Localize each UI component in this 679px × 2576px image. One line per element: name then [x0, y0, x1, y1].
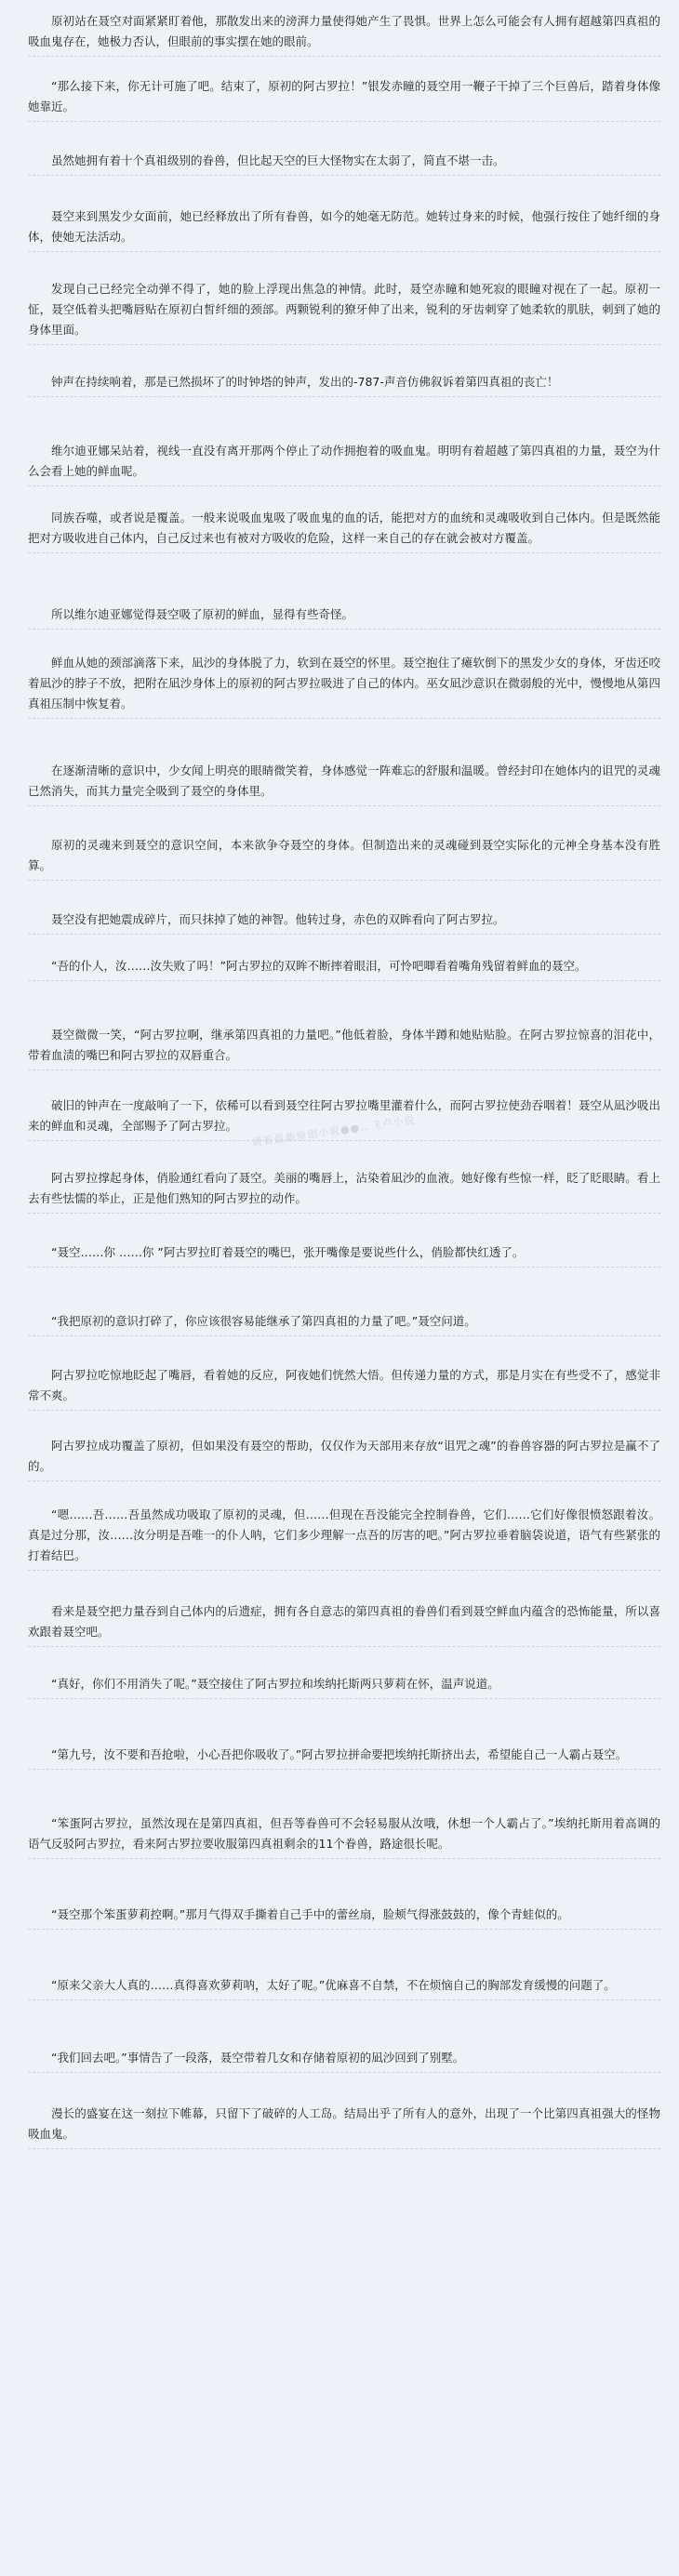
paragraph: 破旧的钟声在一度敲响了一下，依稀可以看到聂空往阿古罗拉嘴里灌着什么，而阿古罗拉使劲吞咽着！聂空从凪沙吸出来的鲜血和灵魂，全部赐予了阿古罗拉。	[28, 1095, 660, 1141]
paragraph: 阿古罗拉撑起身体，俏脸通红看向了聂空。美丽的嘴唇上，沾染着凪沙的血液。她好像有些惊一样，眨了眨眼睛。看上去有些怯懦的举止，正是他们熟知的阿古罗拉的动作。	[28, 1168, 660, 1214]
paragraph: “真好，你们不用消失了呢。”聂空接住了阿古罗拉和埃纳托斯两只萝莉在怀，温声说道。	[28, 1674, 660, 1699]
paragraph: 聂空没有把她震成碎片，而只抹掉了她的神智。他转过身，赤色的双眸看向了阿古罗拉。	[28, 910, 660, 935]
paragraph: 阿古罗拉成功覆盖了原初，但如果没有聂空的帮助，仅仅作为天部用来存放“诅咒之魂”的眷兽容器的阿古罗拉是赢不了的。	[28, 1436, 660, 1481]
paragraph: “聂空那个笨蛋萝莉控啊。”那月气得双手撕着自己手中的蕾丝扇，脸颊气得涨鼓鼓的，像个青蛙似的。	[28, 1905, 660, 1930]
watermark: 请看最新原创小说●●…飞卢小说	[251, 1113, 417, 1149]
paragraph: “笨蛋阿古罗拉，虽然汝现在是第四真祖，但吾等眷兽可不会轻易服从汝哦，休想一个人霸占了。”埃纳托斯用着高调的语气反驳阿古罗拉，看来阿古罗拉要收服第四真祖剩余的11个眷兽，路途很长呢。	[28, 1813, 660, 1859]
paragraph: 在逐渐清晰的意识中，少女闻上明亮的眼睛微笑着，身体感觉一阵难忘的舒服和温暖。曾经封印在她体内的诅咒的灵魂已然消失，而其力量完全吸到了聂空的身体里。	[28, 761, 660, 806]
paragraph: 原初站在聂空对面紧紧盯着他，那散发出来的滂湃力量使得她产生了畏惧。世界上怎么可能会有人拥有超越第四真祖的吸血鬼存在，她极力否认，但眼前的事实摆在她的眼前。	[28, 11, 660, 57]
paragraph: “原来父亲大人真的……真得喜欢萝莉呐，太好了呢。”优麻喜不自禁，不在烦恼自己的胸部发育缓慢的问题了。	[28, 1975, 660, 2000]
paragraph: “我们回去吧。”事情告了一段落，聂空带着几女和存储着原初的凪沙回到了别墅。	[28, 2048, 660, 2073]
paragraph: 钟声在持续响着，那是已然损坏了的时钟塔的钟声，发出的-787-声音仿佛叙诉着第四真祖的丧亡！	[28, 372, 660, 397]
paragraph: 发现自己已经完全动弹不得了，她的脸上浮现出焦急的神情。此时，聂空赤瞳和她死寂的眼瞳对视在了一起。原初一怔，聂空低着头把嘴唇贴在原初白皙纤细的颈部。两颗锐利的獠牙伸了出来，锐利的牙齿刺穿了她柔软的肌肤，刺到了她的身体里面。	[28, 279, 660, 345]
paragraph: 看来是聂空把力量吞到自己体内的后遗症，拥有各自意志的第四真祖的眷兽们看到聂空鲜血内蕴含的恐怖能量，所以喜欢跟着聂空吧。	[28, 1601, 660, 1647]
paragraph: 虽然她拥有着十个真祖级别的眷兽，但比起天空的巨大怪物实在太弱了，简直不堪一击。	[28, 151, 660, 176]
paragraph: 所以维尔迪亚娜觉得聂空吸了原初的鲜血，显得有些奇怪。	[28, 604, 660, 630]
paragraph: 鲜血从她的颈部滴落下来，凪沙的身体脱了力，软到在聂空的怀里。聂空抱住了瘫软倒下的黑发少女的身体，牙齿还咬着凪沙的脖子不放，把附在凪沙身体上的原初的阿古罗拉吸进了自己的体内。巫女凪沙意识在微弱般的光中，慢慢地从第四真祖压制中恢复着。	[28, 653, 660, 719]
paragraph: 漫长的盛宴在这一刻拉下帷幕，只留下了破碎的人工岛。结局出乎了所有人的意外，出现了一个比第四真祖强大的怪物吸血鬼。	[28, 2104, 660, 2149]
paragraph: “嗯……吾……吾虽然成功吸取了原初的灵魂，但……但现在吾没能完全控制眷兽，它们……它们好像很愤怒跟着汝。真是过分那，汝……汝分明是吾唯一的仆人呐，它们多少理解一点吾的厉害的吧。”阿古罗拉垂着脑袋说道，语气有些紧张的打着结巴。	[28, 1505, 660, 1571]
paragraph: 原初的灵魂来到聂空的意识空间，本来欲争夺聂空的身体。但制造出来的灵魂碰到聂空实际化的元神全身基本没有胜算。	[28, 835, 660, 881]
paragraph: 聂空微微一笑，“阿古罗拉啊，继承第四真祖的力量吧。”他低着脸，身体半蹲和她贴贴脸。在阿古罗拉惊喜的泪花中，带着血渍的嘴巴和阿古罗拉的双唇重合。	[28, 1025, 660, 1070]
paragraph: “我把原初的意识打碎了，你应该很容易能继承了第四真祖的力量了吧。”聂空问道。	[28, 1311, 660, 1336]
paragraph: “吾的仆人，汝……汝失败了吗！”阿古罗拉的双眸不断摔着眼泪，可怜吧唧看着嘴角残留着鲜血的聂空。	[28, 956, 660, 981]
paragraph: 阿古罗拉吃惊地眨起了嘴唇，看着她的反应，阿夜她们恍然大悟。但传递力量的方式，那是月实在有些受不了，感觉非常不爽。	[28, 1365, 660, 1411]
paragraph: “第九号，汝不要和吾抢啦，小心吾把你吸收了。”阿古罗拉拼命要把埃纳托斯挤出去，希望能自己一人霸占聂空。	[28, 1745, 660, 1770]
paragraph: “聂空……你 ……你 ”阿古罗拉盯着聂空的嘴巴，张开嘴像是要说些什么，俏脸都快红透了。	[28, 1242, 660, 1268]
paragraph: 同族吞噬，或者说是覆盖。一般来说吸血鬼吸了吸血鬼的血的话，能把对方的血统和灵魂吸收到自己体内。但是既然能把对方吸收进自己体内，自己反过来也有被对方吸收的危险，这样一来自己的存在就会被对方覆盖。	[28, 508, 660, 553]
paragraph: 维尔迪亚娜呆站着，视线一直没有离开那两个停止了动作拥抱着的吸血鬼。明明有着超越了第四真祖的力量，聂空为什么会看上她的鲜血呢。	[28, 441, 660, 486]
paragraph: 聂空来到黑发少女面前，她已经释放出了所有眷兽，如今的她毫无防范。她转过身来的时候，他强行按住了她纤细的身体，使她无法活动。	[28, 206, 660, 252]
paragraph: “那么接下来，你无计可施了吧。结束了，原初的阿古罗拉！”银发赤瞳的聂空用一鞭子干掉了三个巨兽后，踏着身体像她靠近。	[28, 76, 660, 122]
